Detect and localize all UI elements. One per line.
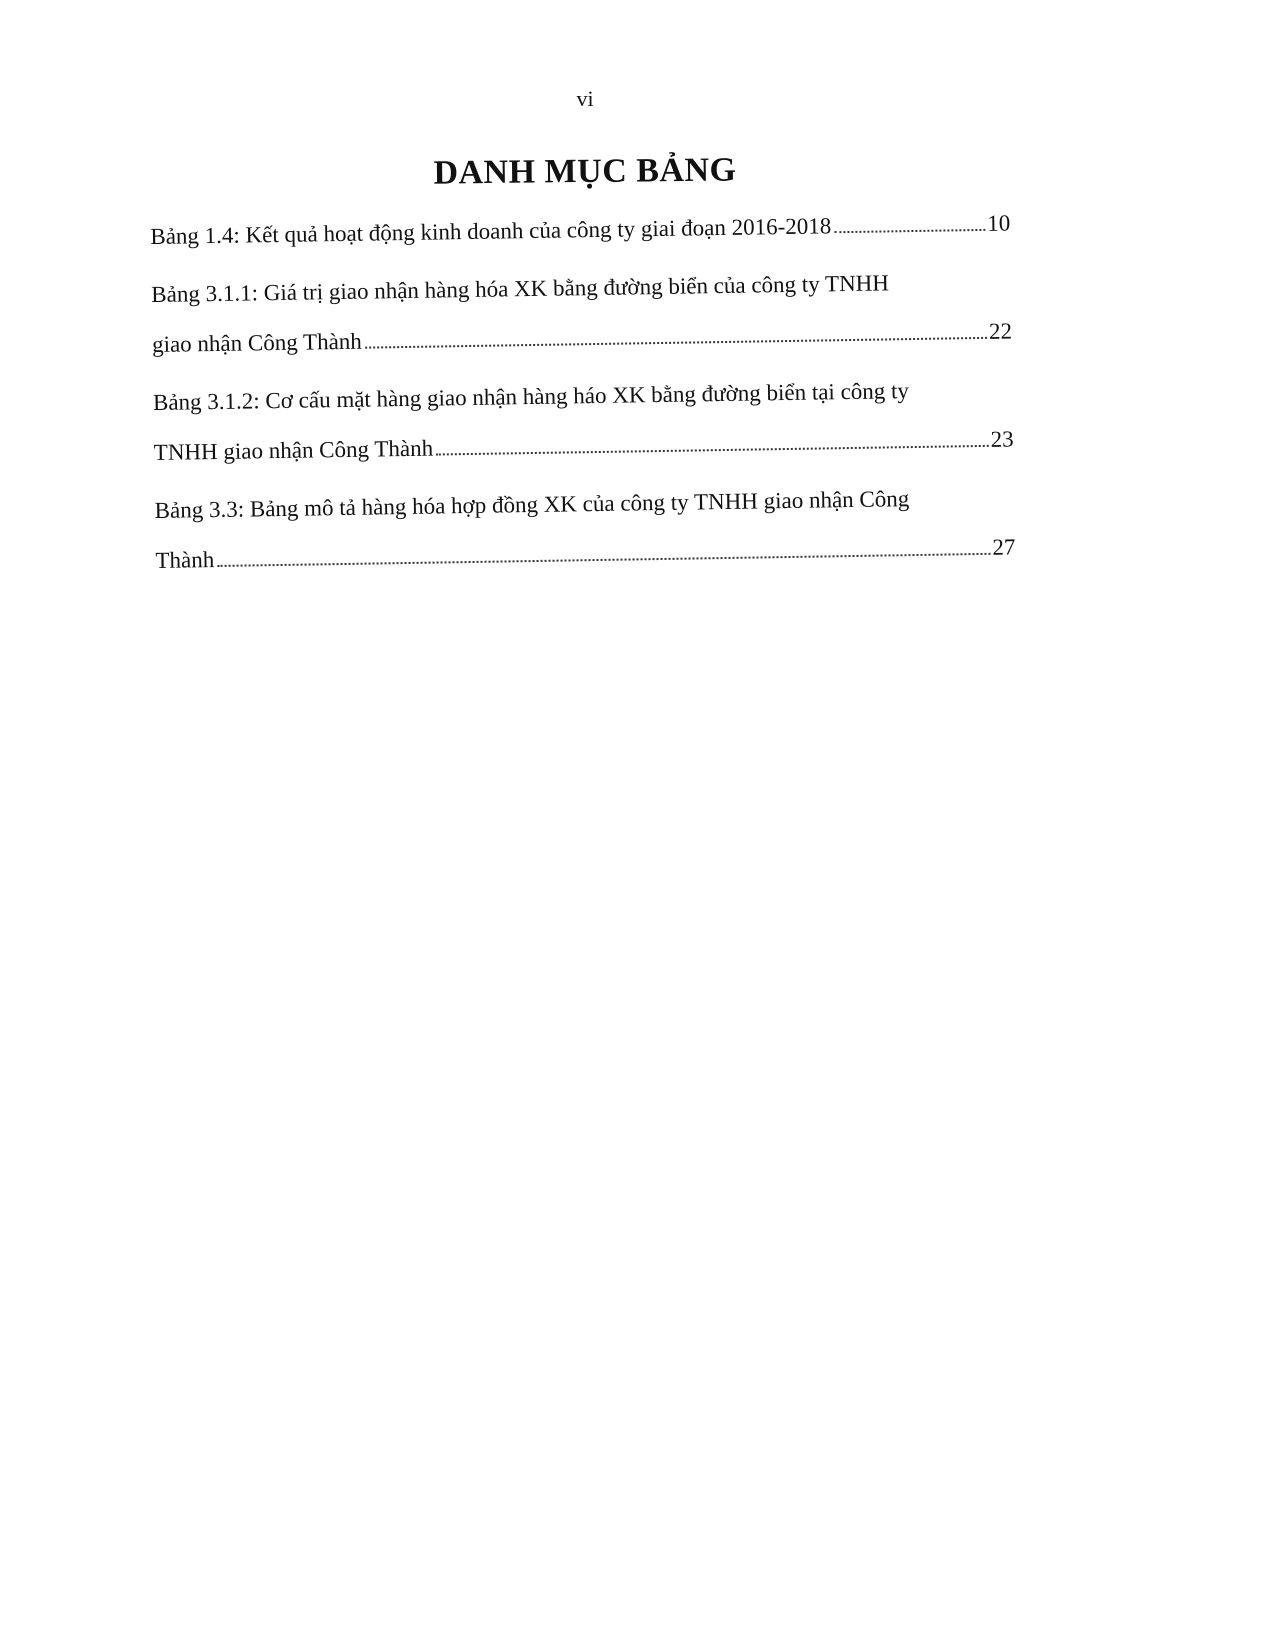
table-list [150,198,1016,593]
dot-leader [834,229,985,233]
entry-line [150,198,1011,262]
page-title: DANH MỤC BẢNG [433,151,737,192]
entry-caption-continued: TNHH giao nhận Công Thành [153,435,434,465]
table-list-entry[interactable] [151,256,1012,369]
entry-page-number: 10 [987,210,1011,236]
table-list-entry[interactable] [153,364,1014,477]
dot-leader [436,445,989,456]
entry-caption: Bảng 1.4: Kết quả hoạt động kinh doanh của công ty giai đoạn 2016-2018 [150,213,832,249]
entry-caption: Bảng 3.1.1: Giá trị giao nhận hàng hóa XK bằng đường biển của công ty TNHH [151,270,890,307]
entry-page-number: 27 [992,534,1016,560]
entry-page-number: 22 [988,318,1013,344]
table-list-entry[interactable] [154,472,1015,585]
entry-caption-continued: Thành [155,547,215,573]
page-number: vi [576,86,594,111]
entry-page-number: 23 [990,426,1014,452]
table-list-entry[interactable] [150,198,1011,262]
dot-leader [217,553,990,567]
entry-caption-continued: giao nhận Công Thành [151,328,363,357]
dot-leader [365,337,987,349]
entry-caption: Bảng 3.3: Bảng mô tả hàng hóa hợp đồng XK của công ty TNHH giao nhận Công [154,486,910,523]
entry-caption: Bảng 3.1.2: Cơ cấu mặt hàng giao nhận hàng háo XK bằng đường biển tại công ty [152,378,910,415]
